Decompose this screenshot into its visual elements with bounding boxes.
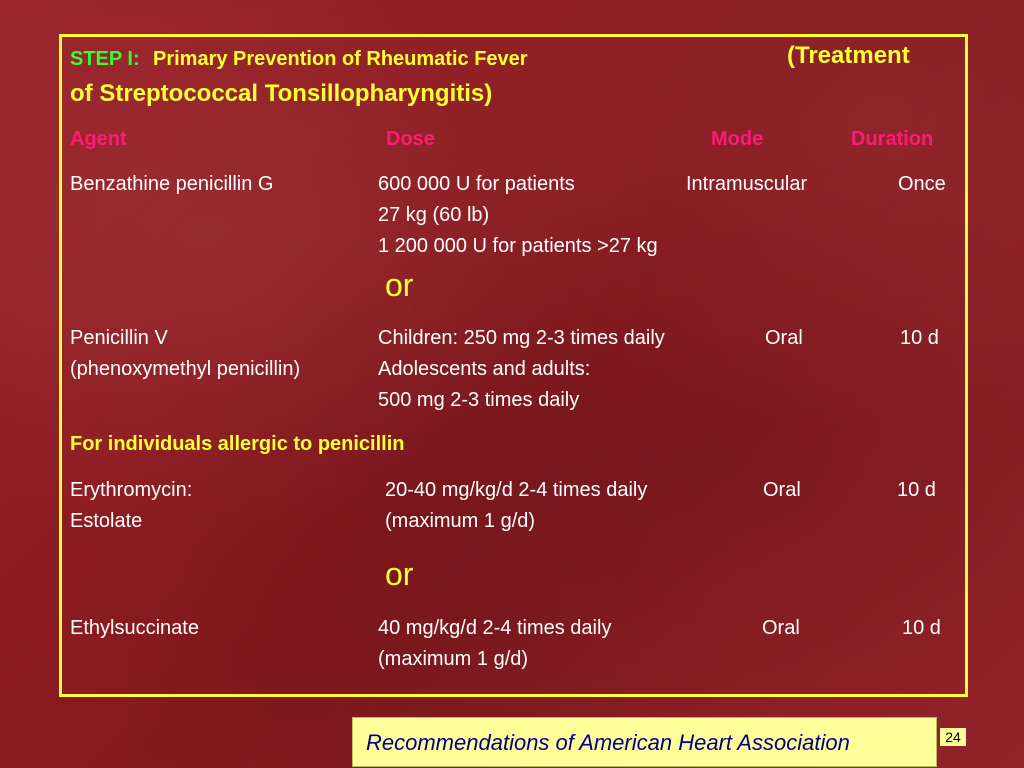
dose-benzathine-line1: 600 000 U for patients [378,173,575,195]
dose-penv-line3: 500 mg 2-3 times daily [378,389,580,411]
slide-title: Primary Prevention of Rheumatic Fever [153,48,528,70]
treatment-title-line2: of Streptococcal Tonsillopharyngitis) [70,80,493,107]
or-divider-1: or [385,267,414,303]
or-divider-2: or [385,556,414,592]
mode-penv: Oral [765,327,803,349]
dose-benzathine-line3: 1 200 000 U for patients >27 kg [378,235,658,257]
duration-benzathine: Once [898,173,946,195]
header-duration: Duration [851,128,934,150]
dose-ethyl-line2: (maximum 1 g/d) [378,648,529,670]
dose-ethyl-line1: 40 mg/kg/d 2-4 times daily [378,617,612,639]
dose-erythro-line2: (maximum 1 g/d) [385,510,536,532]
dose-penv-line2: Adolescents and adults: [378,358,591,380]
mode-erythro: Oral [763,479,801,501]
mode-benzathine: Intramuscular [686,173,808,195]
agent-penv-line1: Penicillin V [70,327,168,349]
header-dose: Dose [386,128,435,150]
page-number: 24 [940,728,966,746]
agent-benzathine: Benzathine penicillin G [70,173,274,195]
agent-penv-line2: (phenoxymethyl penicillin) [70,358,301,380]
source-footer [352,717,937,767]
step-label: STEP I: [70,48,140,70]
duration-ethyl: 10 d [902,617,941,639]
duration-penv: 10 d [900,327,939,349]
allergy-heading: For individuals allergic to penicillin [70,433,405,455]
agent-erythro-line1: Erythromycin: [70,479,193,501]
header-agent: Agent [70,128,127,150]
dose-erythro-line1: 20-40 mg/kg/d 2-4 times daily [385,479,648,501]
dose-penv-line1: Children: 250 mg 2-3 times daily [378,327,665,349]
dose-benzathine-line2: 27 kg (60 lb) [378,204,490,226]
source-citation: Recommendations of American Heart Association [366,730,850,755]
header-mode: Mode [711,128,764,150]
agent-erythro-line2: Estolate [70,510,143,532]
mode-ethyl: Oral [762,617,800,639]
agent-ethyl: Ethylsuccinate [70,617,199,639]
duration-erythro: 10 d [897,479,936,501]
treatment-title-line1: (Treatment [787,42,910,69]
